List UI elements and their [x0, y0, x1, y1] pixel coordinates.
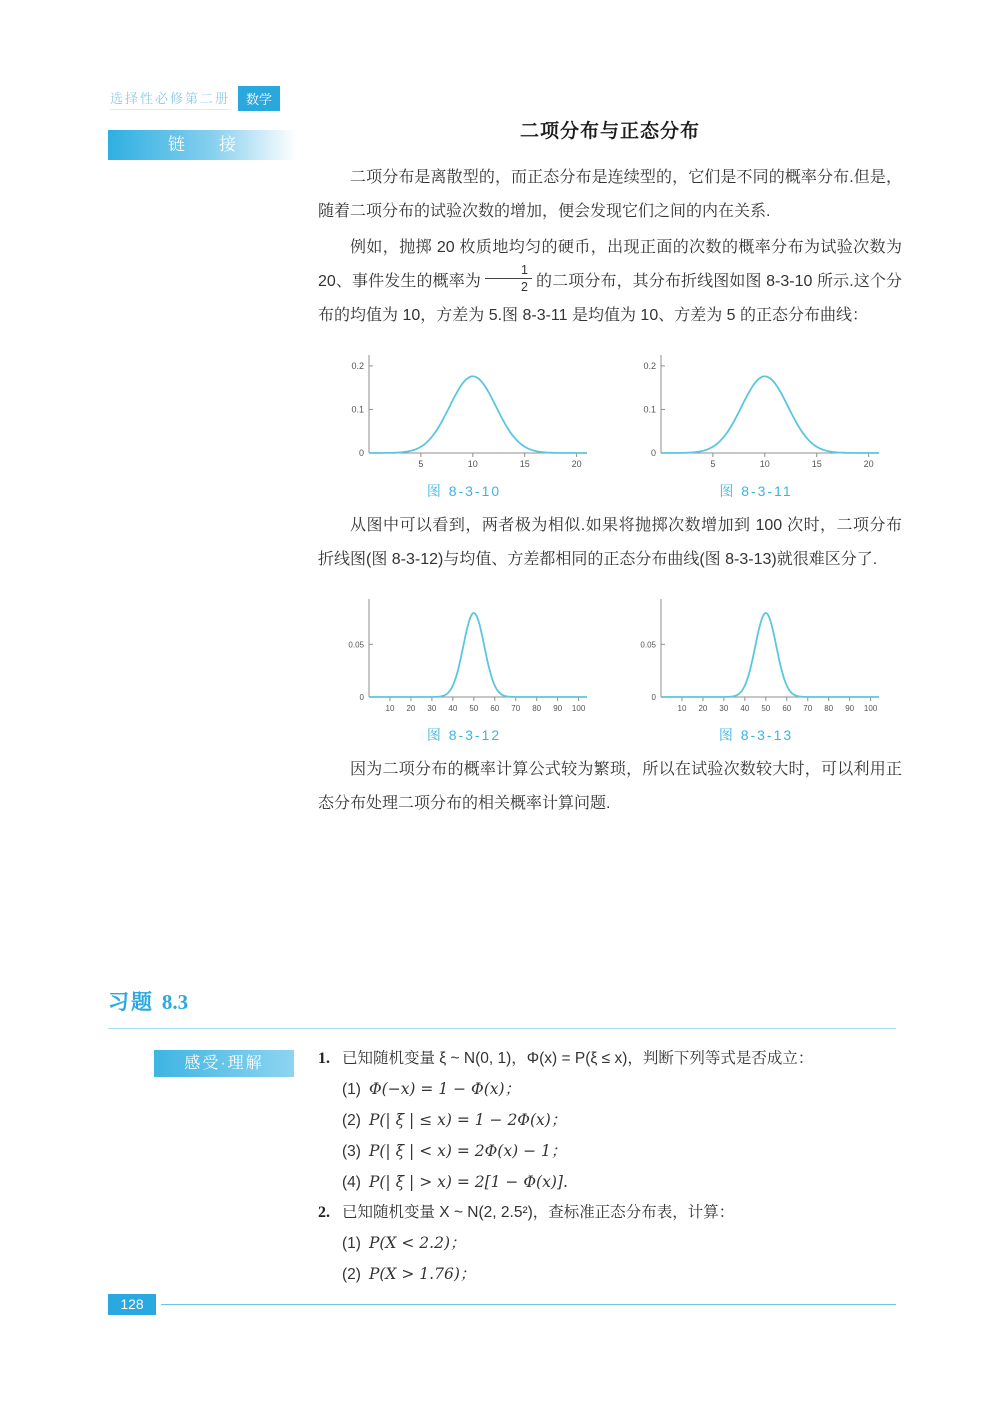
svg-text:10: 10 — [677, 704, 687, 713]
problem-stem: 已知随机变量 X ~ N(2, 2.5²)，查标准正态分布表，计算： — [342, 1204, 735, 1221]
exercises-heading — [108, 986, 896, 1016]
problem-part — [342, 1228, 896, 1259]
svg-text:60: 60 — [782, 704, 792, 713]
svg-text:60: 60 — [490, 704, 500, 713]
figure-caption: 图 8-3-10 — [426, 483, 502, 499]
svg-text:90: 90 — [553, 704, 563, 713]
paragraph-1: 二项分布是离散型的，而正态分布是连续型的，它们是不同的概率分布.但是，随着二项分布的试验次数的增加，便会发现它们之间的内在关系. — [318, 169, 902, 220]
paragraph-4: 因为二项分布的概率计算公式较为繁琐，所以在试验次数较大时，可以利用正态分布处理二项分布的相关概率计算问题. — [318, 761, 902, 812]
figure-8-3-13 — [627, 591, 885, 745]
svg-text:0: 0 — [650, 448, 656, 458]
problem-part — [342, 1105, 896, 1136]
exercises-section — [108, 986, 896, 1283]
figure-caption: 图 8-3-11 — [719, 483, 793, 499]
svg-text:0.1: 0.1 — [351, 404, 364, 415]
paragraph-2-before: 例如，抛掷 20 枚质地均匀的硬币，出现正面的次数的概率分布为试验次数为 20、事件发生的概率为 — [318, 239, 902, 290]
figure-8-3-11 — [627, 347, 885, 501]
binomial-n20-chart — [335, 347, 593, 477]
svg-text:5: 5 — [710, 459, 716, 469]
part-expression: P(X < 2.2)； — [368, 1234, 466, 1252]
problem-part — [342, 1259, 896, 1290]
footer-rule — [161, 1304, 896, 1305]
svg-text:10: 10 — [467, 459, 478, 469]
svg-text:0.05: 0.05 — [640, 640, 656, 650]
svg-text:0: 0 — [651, 693, 656, 702]
figure-caption: 图 8-3-13 — [718, 727, 794, 743]
series-label: 选择性必修第二册 — [110, 88, 230, 110]
exercises-heading-number: 8.3 — [161, 990, 189, 1014]
svg-text:80: 80 — [824, 704, 834, 713]
svg-text:100: 100 — [571, 704, 586, 713]
link-section-badge: 链 接 — [108, 130, 296, 160]
normal-mean10-chart — [627, 347, 885, 477]
page-number-badge: 128 — [108, 1294, 156, 1315]
svg-text:15: 15 — [811, 459, 822, 469]
part-expression: Φ(−x) = 1 − Φ(x)； — [368, 1080, 521, 1098]
svg-text:0.1: 0.1 — [643, 404, 656, 415]
svg-text:0: 0 — [358, 448, 364, 458]
problem-part — [342, 1167, 896, 1198]
page-footer — [108, 1294, 896, 1315]
svg-text:70: 70 — [803, 704, 813, 713]
svg-text:5: 5 — [418, 459, 424, 469]
part-label: (4) — [342, 1174, 361, 1191]
problem-2 — [318, 1198, 896, 1290]
fraction-numerator: 1 — [485, 263, 532, 279]
svg-text:100: 100 — [863, 704, 878, 713]
figure-row-2 — [318, 591, 902, 745]
book-header — [110, 86, 280, 111]
problem-stem: 已知随机变量 ξ ~ N(0, 1)，Φ(x) = P(ξ ≤ x)，判断下列等式是否成立： — [342, 1050, 814, 1067]
figure-row-1 — [318, 347, 902, 501]
svg-text:90: 90 — [845, 704, 855, 713]
problem-number: 1. — [318, 1050, 330, 1067]
paragraph-3: 从图中可以看到，两者极为相似.如果将抛掷次数增加到 100 次时，二项分布折线图(图 8-3-12)与均值、方差都相同的正态分布曲线(图 8-3-13)就很难区分了. — [318, 517, 902, 568]
paragraph-2-after: 的二项分布，其分布折线图如图 8-3-10 所示.这个分布的均值为 10，方差为 5.图 8-3-11 是均值为 10、方差为 5 的正态分布曲线： — [318, 273, 902, 324]
problem-1 — [318, 1044, 896, 1198]
article-column — [318, 116, 902, 821]
part-expression: P(| ξ | ≤ x) = 1 − 2Φ(x)； — [368, 1111, 567, 1129]
normal-mean50-chart — [627, 591, 885, 721]
problem-body — [342, 1198, 896, 1290]
section-divider — [108, 1028, 896, 1029]
fraction-denominator: 2 — [520, 280, 528, 295]
part-expression: P(| ξ | > x) = 2[1 − Φ(x)]. — [368, 1173, 568, 1191]
part-label: (1) — [342, 1081, 361, 1098]
svg-text:0.2: 0.2 — [351, 360, 364, 371]
part-label: (1) — [342, 1235, 361, 1252]
paragraph-2 — [318, 231, 902, 333]
svg-text:40: 40 — [740, 704, 750, 713]
svg-text:50: 50 — [761, 704, 771, 713]
part-expression: P(X > 1.76)； — [368, 1265, 476, 1283]
figure-caption: 图 8-3-12 — [426, 727, 502, 743]
svg-text:15: 15 — [519, 459, 530, 469]
exercises-heading-text: 习题 — [108, 991, 154, 1014]
svg-text:30: 30 — [719, 704, 729, 713]
svg-text:0.05: 0.05 — [348, 640, 364, 650]
svg-text:70: 70 — [511, 704, 521, 713]
svg-text:20: 20 — [863, 459, 874, 469]
problem-part — [342, 1074, 896, 1105]
problem-list — [318, 1044, 896, 1290]
fraction-one-half — [485, 263, 532, 295]
feel-understand-badge: 感受·理解 — [154, 1050, 294, 1077]
article-title: 二项分布与正态分布 — [519, 121, 700, 142]
part-label: (3) — [342, 1143, 361, 1160]
part-expression: P(| ξ | < x) = 2Φ(x) − 1； — [368, 1142, 567, 1160]
subject-badge: 数学 — [238, 86, 280, 111]
svg-text:20: 20 — [571, 459, 582, 469]
svg-text:40: 40 — [448, 704, 458, 713]
svg-text:80: 80 — [532, 704, 542, 713]
part-label: (2) — [342, 1266, 361, 1283]
svg-text:0.2: 0.2 — [643, 360, 656, 371]
svg-text:50: 50 — [469, 704, 479, 713]
svg-text:20: 20 — [406, 704, 416, 713]
problem-number: 2. — [318, 1204, 330, 1221]
figure-8-3-12 — [335, 591, 593, 745]
problem-part — [342, 1136, 896, 1167]
svg-text:0: 0 — [359, 693, 364, 702]
svg-text:10: 10 — [759, 459, 770, 469]
svg-text:10: 10 — [385, 704, 395, 713]
svg-text:20: 20 — [698, 704, 708, 713]
part-label: (2) — [342, 1112, 361, 1129]
figure-8-3-10 — [335, 347, 593, 501]
binomial-n100-chart — [335, 591, 593, 721]
svg-text:30: 30 — [427, 704, 437, 713]
problem-body — [342, 1044, 896, 1198]
